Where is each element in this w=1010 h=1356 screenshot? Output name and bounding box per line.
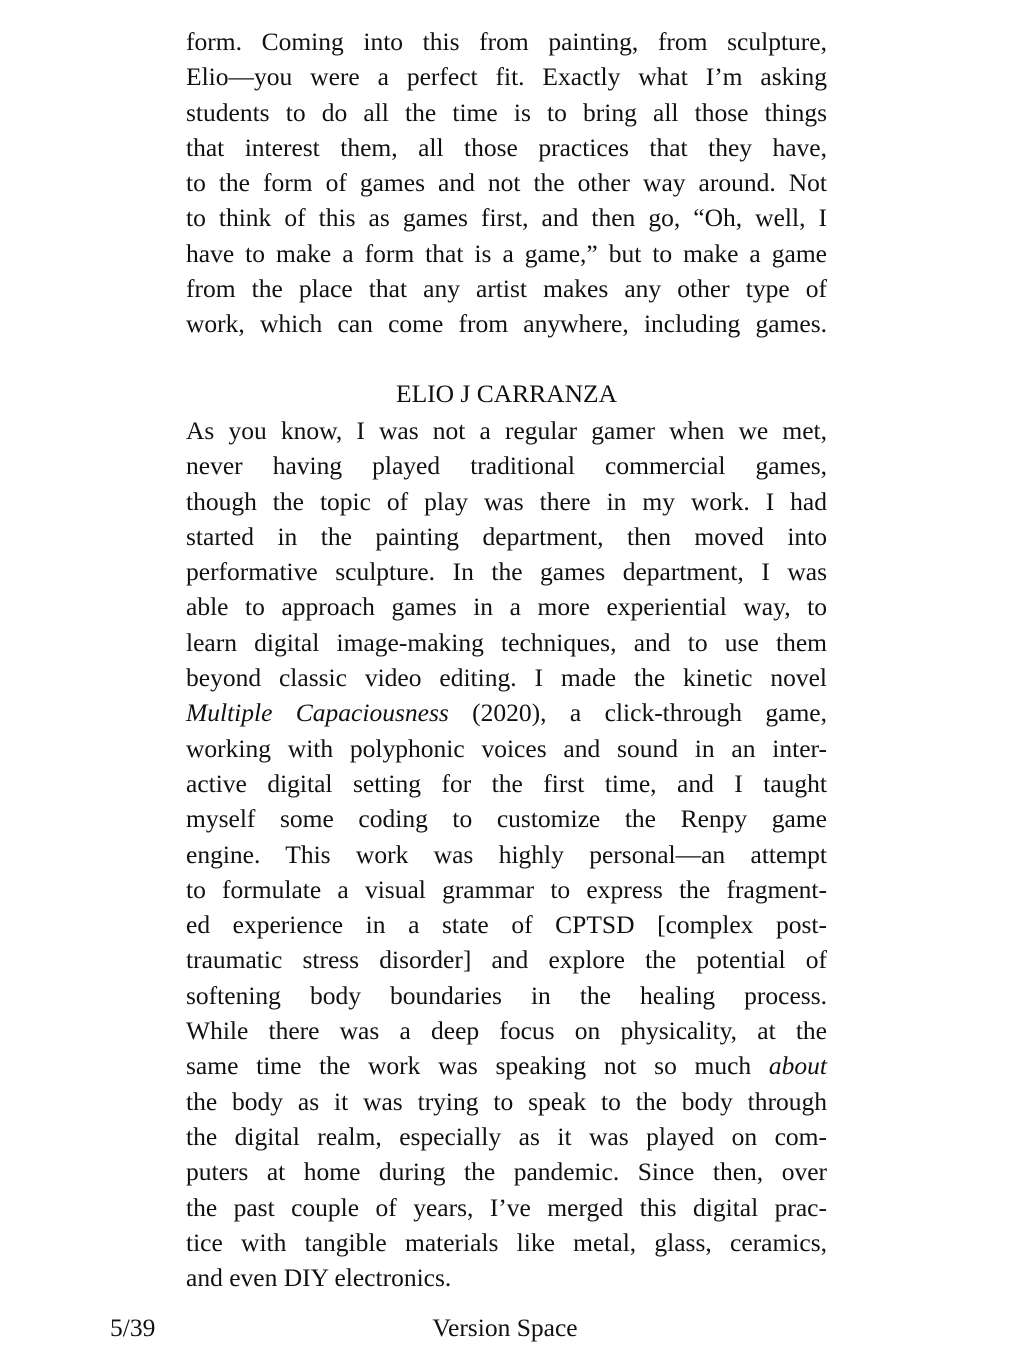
text-line: working with polyphonic voices and sound in an inter- (186, 733, 827, 763)
text-line: and even DIY electronics. (186, 1263, 452, 1293)
speaker-name: ELIO J CARRANZA (396, 379, 617, 408)
text-line: the body as it was trying to speak to the body through (186, 1086, 827, 1116)
text-line: performative sculpture. In the games department, I was (186, 557, 827, 587)
text-line: beyond classic video editing. I made the kinetic novel (186, 663, 827, 693)
text-line: engine. This work was highly personal—an attempt (186, 839, 827, 869)
text-line: to think of this as games first, and then go, “Oh, well, I (186, 203, 827, 233)
text-line: able to approach games in a more experiential way, to (186, 592, 827, 622)
text-line: started in the painting department, then moved into (186, 521, 827, 551)
text-line (186, 695, 827, 730)
text-line: myself some coding to customize the Renpy game (186, 804, 827, 834)
text-line: work, which can come from anywhere, including games. (186, 309, 827, 339)
text-line: tice with tangible materials like metal, glass, ceramics, (186, 1227, 827, 1257)
text-line: form. Coming into this from painting, from sculpture, (186, 27, 827, 56)
text-line (186, 1048, 827, 1083)
text-line: to formulate a visual grammar to express the fragment- (186, 874, 827, 904)
paragraph-teacher (186, 24, 827, 342)
text-line: While there was a deep focus on physicality, at the (186, 1016, 827, 1046)
text-line: to the form of games and not the other way around. Not (186, 168, 827, 198)
text-segment: same time the work was speaking not so much (186, 1051, 769, 1081)
text-line: the digital realm, especially as it was played on com- (186, 1121, 827, 1151)
text-line: active digital setting for the first time, and I taught (186, 768, 827, 798)
text-line: Elio—you were a perfect fit. Exactly what I’m asking (186, 62, 827, 92)
text-line: that interest them, all those practices that they have, (186, 132, 827, 162)
text-line: have to make a form that is a game,” but to make a game (186, 238, 827, 268)
text-line: traumatic stress disorder] and explore the potential of (186, 945, 827, 975)
running-title: Version Space (432, 1313, 578, 1342)
text-line: puters at home during the pandemic. Since then, over (186, 1157, 827, 1187)
text-line: As you know, I was not a regular gamer when we met, (186, 416, 827, 445)
text-line: learn digital image-making techniques, and to use them (186, 627, 827, 657)
text-line: though the topic of play was there in my work. I had (186, 486, 827, 516)
text-line: students to do all the time is to bring all those things (186, 97, 827, 127)
text-segment: (2020), a click-through game, (448, 698, 827, 728)
italic-text: about (768, 1051, 827, 1081)
text-line: ed experience in a state of CPTSD [complex post- (186, 910, 827, 940)
text-line: from the place that any artist makes any other type of (186, 274, 827, 304)
text-line: the past couple of years, I’ve merged this digital prac- (186, 1192, 827, 1222)
italic-text: Multiple Capaciousness (186, 698, 449, 728)
paragraph-elio (186, 413, 827, 1295)
text-line: softening body boundaries in the healing process. (186, 980, 827, 1010)
page-number: 5/39 (110, 1313, 156, 1342)
text-line: never having played traditional commercial games, (186, 451, 827, 481)
